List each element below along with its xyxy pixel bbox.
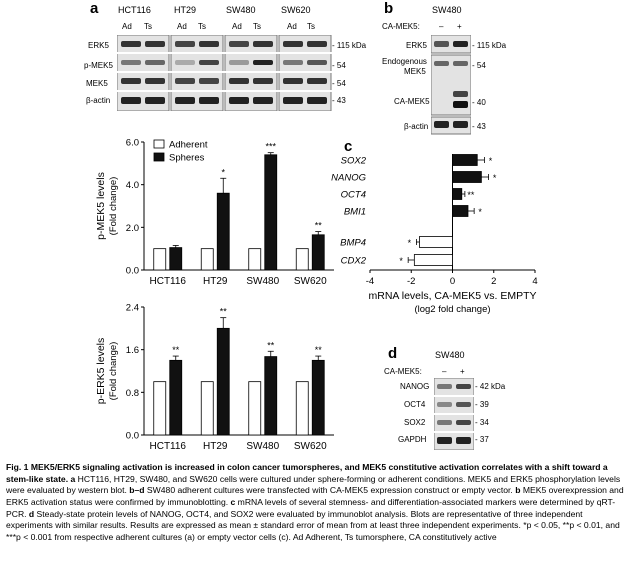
bar (265, 357, 277, 435)
x-tick-label: 0 (449, 276, 456, 287)
blot-size-label: - 42 kDa (475, 382, 506, 391)
ca-mek5-label: CA-MEK5: (384, 367, 422, 376)
y-axis-sublabel: (Fold change) (108, 176, 119, 236)
y-axis-sublabel: (Fold change) (108, 341, 119, 401)
bar (296, 249, 308, 270)
y-tick-label: NANOG (331, 172, 366, 184)
blot-row-label: Endogenous (382, 57, 427, 66)
y-tick-label: 6.0 (125, 137, 139, 149)
condition-label: Ts (253, 22, 261, 31)
y-tick-label: 1.6 (125, 345, 139, 357)
condition-label: Ad (232, 22, 242, 31)
x-axis-label: mRNA levels, CA-MEK5 vs. EMPTY (368, 290, 537, 302)
legend-swatch (154, 153, 164, 161)
x-tick-label: SW480 (246, 441, 280, 452)
x-tick-label: -4 (365, 276, 375, 287)
significance-mark: * (399, 256, 403, 266)
x-tick-label: HT29 (203, 276, 228, 287)
panel-d-letter: d (388, 345, 398, 362)
bar (414, 255, 452, 266)
blot-size-label: - 37 (475, 435, 489, 444)
panel-b-blot-image (431, 35, 471, 135)
caption-label: a (70, 473, 76, 484)
ca-mek5-plus: + (460, 367, 465, 376)
blot-size-label: - 115 kDa (332, 41, 367, 50)
blot-row-label: ERK5 (406, 41, 427, 50)
significance-mark: * (478, 207, 482, 217)
legend-label: Adherent (169, 139, 208, 151)
blot-lanes (117, 35, 332, 111)
cell-line-label: HCT116 (118, 5, 151, 15)
bar (453, 155, 478, 166)
cell-line-label: SW480 (435, 350, 465, 360)
blot-size-label: - 115 kDa (472, 41, 507, 50)
blot-size-label: - 34 (475, 418, 489, 427)
y-tick-label: 2.0 (125, 222, 139, 234)
legend-label: Spheres (169, 152, 205, 164)
caption-text: SW480 adherent cultures were transfected with CA-MEK5 expression construct or empty vector. (144, 485, 516, 496)
x-axis-sublabel: (log2 fold change) (414, 304, 491, 315)
panel-d-blot-image (434, 378, 474, 450)
x-tick-label: HCT116 (149, 441, 186, 452)
y-tick-label: 0.0 (125, 265, 139, 277)
significance-mark: ** (172, 345, 180, 356)
x-tick-label: HCT116 (149, 276, 186, 287)
bar (453, 206, 468, 217)
y-tick-label: BMI1 (343, 206, 366, 218)
caption-text: MEK5 overexpression and ERK5 activation status were confirmed by immunoblotting. (6, 485, 624, 508)
bar (201, 382, 213, 435)
x-tick-label: 4 (532, 276, 538, 287)
bar (453, 172, 482, 183)
blot-row-label: MEK5 (404, 67, 426, 76)
bar (312, 360, 324, 435)
ca-mek5-minus: – (439, 22, 444, 31)
x-tick-label: SW620 (293, 276, 327, 287)
caption-label: b–d (129, 485, 145, 496)
ca-mek5-plus: + (457, 22, 462, 31)
y-tick-label: 0.8 (125, 387, 139, 399)
condition-label: Ad (122, 22, 132, 31)
y-tick-label: CDX2 (340, 255, 366, 267)
blot-row-label: MEK5 (86, 79, 108, 88)
panel-b-letter: b (384, 0, 394, 17)
blot-row-label: GAPDH (398, 435, 427, 444)
bar (420, 237, 453, 248)
x-tick-label: -2 (407, 276, 416, 287)
condition-label: Ts (307, 22, 315, 31)
y-tick-label: BMP4 (340, 237, 366, 249)
figure-caption (6, 462, 630, 544)
cell-line-label: SW480 (432, 5, 462, 15)
p-erk5-chart (84, 295, 344, 455)
blot-row-label: p-MEK5 (84, 61, 113, 70)
significance-mark: ** (314, 220, 322, 231)
y-tick-label: OCT4 (340, 189, 366, 201)
caption-label: c (230, 497, 236, 508)
panel-a-blot-image (117, 35, 332, 111)
cell-line-label: SW480 (226, 5, 256, 15)
y-axis-label: p-ERK5 levels (95, 337, 107, 405)
blot-size-label: - 54 (472, 61, 486, 70)
bar (170, 360, 182, 435)
panel-c-letter: c (344, 138, 353, 155)
p-mek5-chart (84, 130, 344, 290)
blot-row-label: β-actin (86, 96, 111, 105)
bar (296, 382, 308, 435)
condition-label: Ts (144, 22, 152, 31)
blot-row-label: ERK5 (88, 41, 109, 50)
blot-size-label: - 54 (332, 79, 346, 88)
blot-row-label: CA-MEK5 (394, 97, 430, 106)
y-axis-label: p-MEK5 levels (95, 172, 107, 240)
caption-label: b (515, 485, 521, 496)
x-tick-label: SW480 (246, 276, 280, 287)
significance-mark: *** (265, 141, 277, 152)
caption-text: HCT116, HT29, SW480, and SW620 cells were cultured under sphere-forming or adherent conditions. MEK5 and ERK5 phosphorylation levels were evaluated by western blot. (6, 473, 621, 496)
x-tick-label: HT29 (203, 441, 228, 452)
caption-text: mRNA levels of several stemness- and differentiation-associated markers were determined by qRT-PCR. (6, 497, 616, 519)
blot-row-label: NANOG (400, 382, 430, 391)
significance-mark: ** (467, 190, 475, 200)
bar (201, 249, 213, 270)
ca-mek5-label: CA-MEK5: (382, 22, 420, 31)
y-tick-label: 0.0 (125, 430, 139, 442)
bar (249, 249, 261, 270)
significance-mark: ** (314, 345, 322, 356)
significance-mark: ** (219, 306, 227, 317)
legend-swatch (154, 140, 164, 148)
bar (154, 382, 166, 435)
significance-mark: * (488, 156, 493, 166)
blot-row-label: β-actin (404, 122, 429, 131)
y-tick-label: SOX2 (340, 155, 366, 167)
blot-size-label: - 40 (472, 98, 486, 107)
bar (249, 382, 261, 435)
blot-row-label: OCT4 (404, 400, 426, 409)
condition-label: Ts (198, 22, 206, 31)
bar (453, 189, 462, 200)
caption-title: Fig. 1 MEK5/ERK5 signaling activation is increased in colon cancer tumorspheres, and MEK5 constitutive activation correlates with a shift toward a stem-like state. (6, 462, 608, 484)
caption-label: d (28, 508, 35, 519)
bar (154, 249, 166, 270)
y-tick-label: 2.4 (125, 302, 139, 314)
cell-line-label: SW620 (281, 5, 311, 15)
blot-size-label: - 54 (332, 61, 346, 70)
bar (170, 248, 182, 270)
x-tick-label: 2 (491, 276, 497, 287)
bar (312, 235, 324, 270)
caption-text: Steady-state protein levels of NANOG, OCT4, and SOX2 were evaluated by immunoblot analysis. Blots are representative of three independent experiments with similar results. Results are expressed as mean ± standard error of mean from at least three independent experiments. *p < 0.05, **p < 0.01, and ***p < 0.001 from respective adherent cultures (a) or empty vector cells (c). Ad Adherent, Ts tumorsphere, CA constitutively active (6, 508, 620, 543)
cell-line-label: HT29 (174, 5, 197, 15)
bar (217, 328, 229, 435)
significance-mark: ** (267, 340, 275, 351)
significance-mark: * (407, 238, 412, 248)
panel-c-chart (330, 140, 580, 325)
blot-size-label: - 43 (472, 122, 486, 131)
blot-size-label: - 43 (332, 96, 346, 105)
significance-mark: * (221, 167, 226, 178)
blot-size-label: - 39 (475, 400, 489, 409)
x-tick-label: SW620 (293, 441, 327, 452)
condition-label: Ad (287, 22, 297, 31)
panel-a-letter: a (90, 0, 99, 17)
bar (217, 193, 229, 270)
condition-label: Ad (177, 22, 187, 31)
bar (265, 155, 277, 270)
significance-mark: * (492, 173, 497, 183)
ca-mek5-minus: – (442, 367, 447, 376)
y-tick-label: 4.0 (125, 180, 139, 192)
blot-row-label: SOX2 (404, 418, 426, 427)
